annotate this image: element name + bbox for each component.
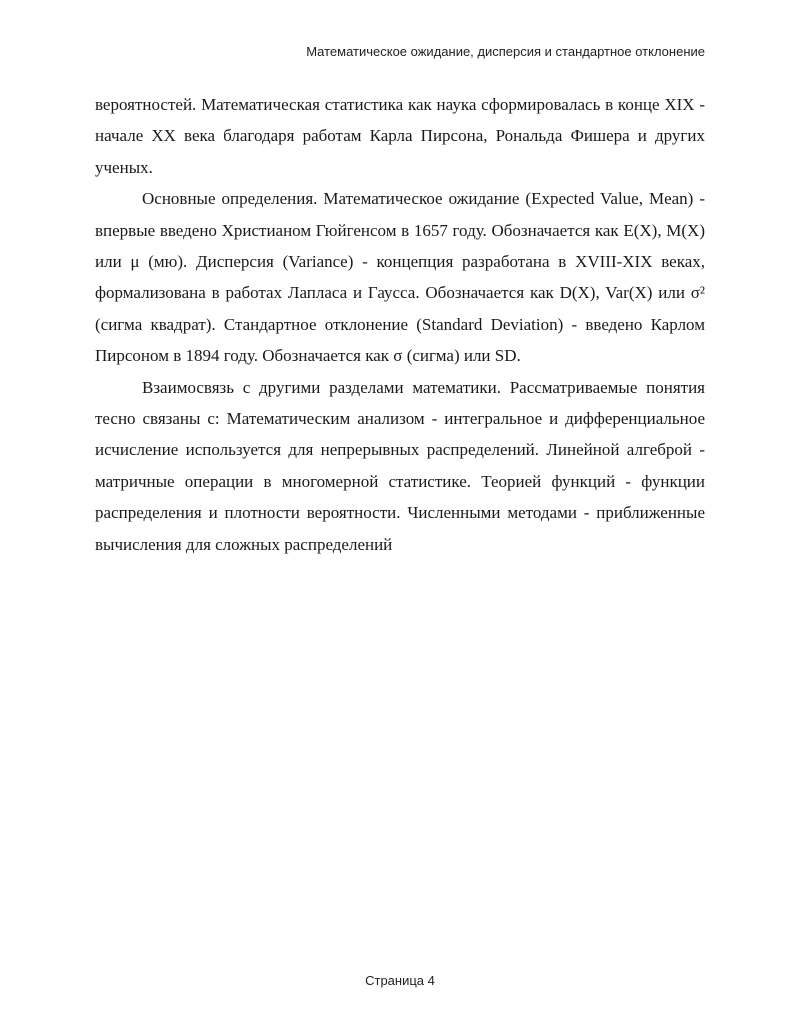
running-header: Математическое ожидание, дисперсия и стандартное отклонение bbox=[306, 44, 705, 59]
body-text bbox=[95, 89, 705, 560]
paragraph-continuation: вероятностей. Математическая статистика как наука сформировалась в конце XIX - начале XX века благодаря работам Карла Пирсона, Рональда Фишера и других ученых. bbox=[95, 95, 705, 177]
paragraph-relations: Взаимосвязь с другими разделами математики. Рассматриваемые понятия тесно связаны с: Математическим анализом - интегральное и дифференциальное исчисление используется для непрерывных распределений. Линейной алгеброй - матричные операции в многомерной статистике. Теорией функций - функции распределения и плотности вероятности. Численными методами - приближенные вычисления для сложных распределений bbox=[95, 377, 705, 554]
paragraph-definitions: Основные определения. Математическое ожидание (Expected Value, Mean) - впервые введено Христианом Гюйгенсом в 1657 году. Обозначается как E(X), M(X) или μ (мю). Дисперсия (Variance) - концепция разработана в XVIII-XIX веках, формализована в работах Лапласа и Гаусса. Обозначается как D(X), Var(X) или σ² (сигма квадрат). Стандартное отклонение (Standard Deviation) - введено Карлом Пирсоном в 1894 году. Обозначается как σ (сигма) или SD. bbox=[95, 189, 705, 366]
page-number: Страница 4 bbox=[365, 973, 435, 988]
